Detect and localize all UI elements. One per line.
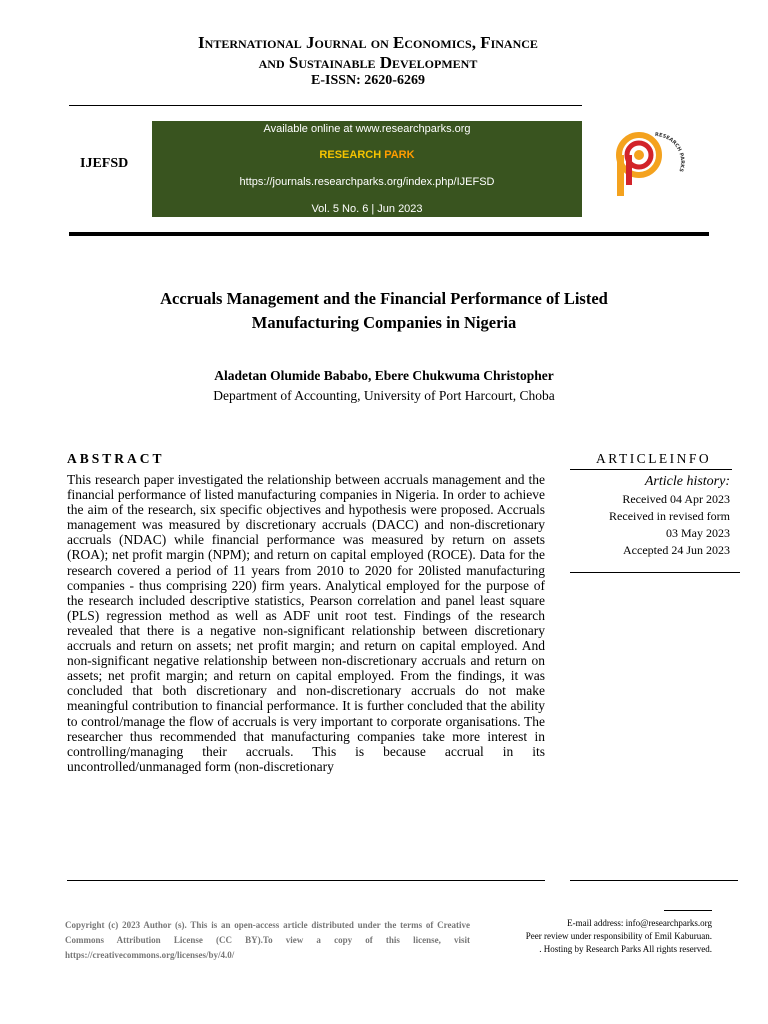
article-history — [560, 473, 730, 559]
header-divider — [69, 105, 582, 106]
revised-date: 03 May 2023 — [666, 526, 730, 540]
copyright-notice: Copyright (c) 2023 Author (s). This is an open-access article distributed under the terms of Creative Commons Attribution License (CC BY).To view a copy of this license, visit https://creativecommons.org/licenses/by/4.0/ — [65, 920, 470, 960]
volume-info: Vol. 5 No. 6 | Jun 2023 — [311, 203, 423, 215]
journal-title: International Journal on Economics, Finance and Sustainable Development — [198, 33, 538, 72]
peer-review-note: Peer review under responsibility of Emil Kaburuan. — [525, 931, 712, 941]
abstract-heading: ABSTRACT — [67, 451, 165, 466]
article-info-end-rule — [570, 880, 738, 881]
publisher-name: RESEARCH PARK — [319, 149, 415, 161]
paper-affiliation: Department of Accounting, University of Port Harcourt, Choba — [213, 388, 555, 403]
paper-title: Accruals Management and the Financial Performance of Listed Manufacturing Companies in Nigeria — [160, 289, 608, 332]
article-info-heading: ARTICLEINFO — [596, 451, 712, 466]
article-info-bottom-rule — [570, 572, 740, 573]
research-parks-logo-icon — [611, 124, 685, 200]
received-date: Received 04 Apr 2023 — [622, 492, 730, 506]
header-thick-divider — [69, 232, 709, 236]
footnote-rule — [664, 910, 712, 911]
article-history-label: Article history: — [644, 474, 730, 489]
contact-email: E-mail address: info@researchparks.org — [567, 918, 712, 928]
journal-info-box — [152, 121, 582, 217]
svg-text:RESEARCH PARKS: RESEARCH PARKS — [654, 131, 685, 173]
paper-authors: Aladetan Olumide Bababo, Ebere Chukwuma Christopher — [214, 368, 554, 383]
hosting-note: . Hosting by Research Parks All rights reserved. — [539, 944, 712, 954]
revised-label: Received in revised form — [609, 509, 730, 523]
available-online-text: Available online at www.researchparks.org — [263, 123, 471, 135]
abstract-text: This research paper investigated the relationship between accruals management and the financial performance of listed manufacturing companies in Nigeria. In order to achieve the aim of the research, six specific objectives and hypothesis were proposed. Accruals management was measured by discretionary accruals (DACC) and non-discretionary accruals (NDAC) while financial performance was measured by return on assets (ROA); net profit margin (NPM); and return on capital employed (ROCE). Data for the research covered a period of 11 years from 2010 to 2020 for 20listed manufacturing companies - thus comprising 220) firm years. Analytical employed for the purpose of the research included descriptive statistics, Pearson correlation and panel least square (PLS) regression method as well as ADF unit root test. Findings of the research revealed that there is a negative non-significant relationship between discretionary accruals and return on assets; net profit margin; and return on capital employed. And non-significant negative relationship between non-discretionary accruals and return on assets; net profit margin; and return on capital employed. From the findings, it was concluded that both discretionary and non-discretionary accruals do not make meaningful contribution to financial performance. It is further concluded that the ability to control/manage the flow of accruals is very important to corporate organisations. The researcher thus recommended that manufacturing companies take more interest in controlling/managing their accruals. This is because accrual in its uncontrolled/unmanaged form (non-discretionary — [67, 472, 545, 774]
article-info-rule — [570, 469, 732, 470]
journal-url: https://journals.researchparks.org/index.php/IJEFSD — [239, 176, 495, 188]
abstract-bottom-rule — [67, 880, 545, 881]
contact-info — [470, 917, 712, 956]
journal-issn: E-ISSN: 2620-6269 — [311, 73, 425, 88]
accepted-date: Accepted 24 Jun 2023 — [623, 543, 730, 557]
journal-short-name: IJEFSD — [80, 156, 129, 171]
